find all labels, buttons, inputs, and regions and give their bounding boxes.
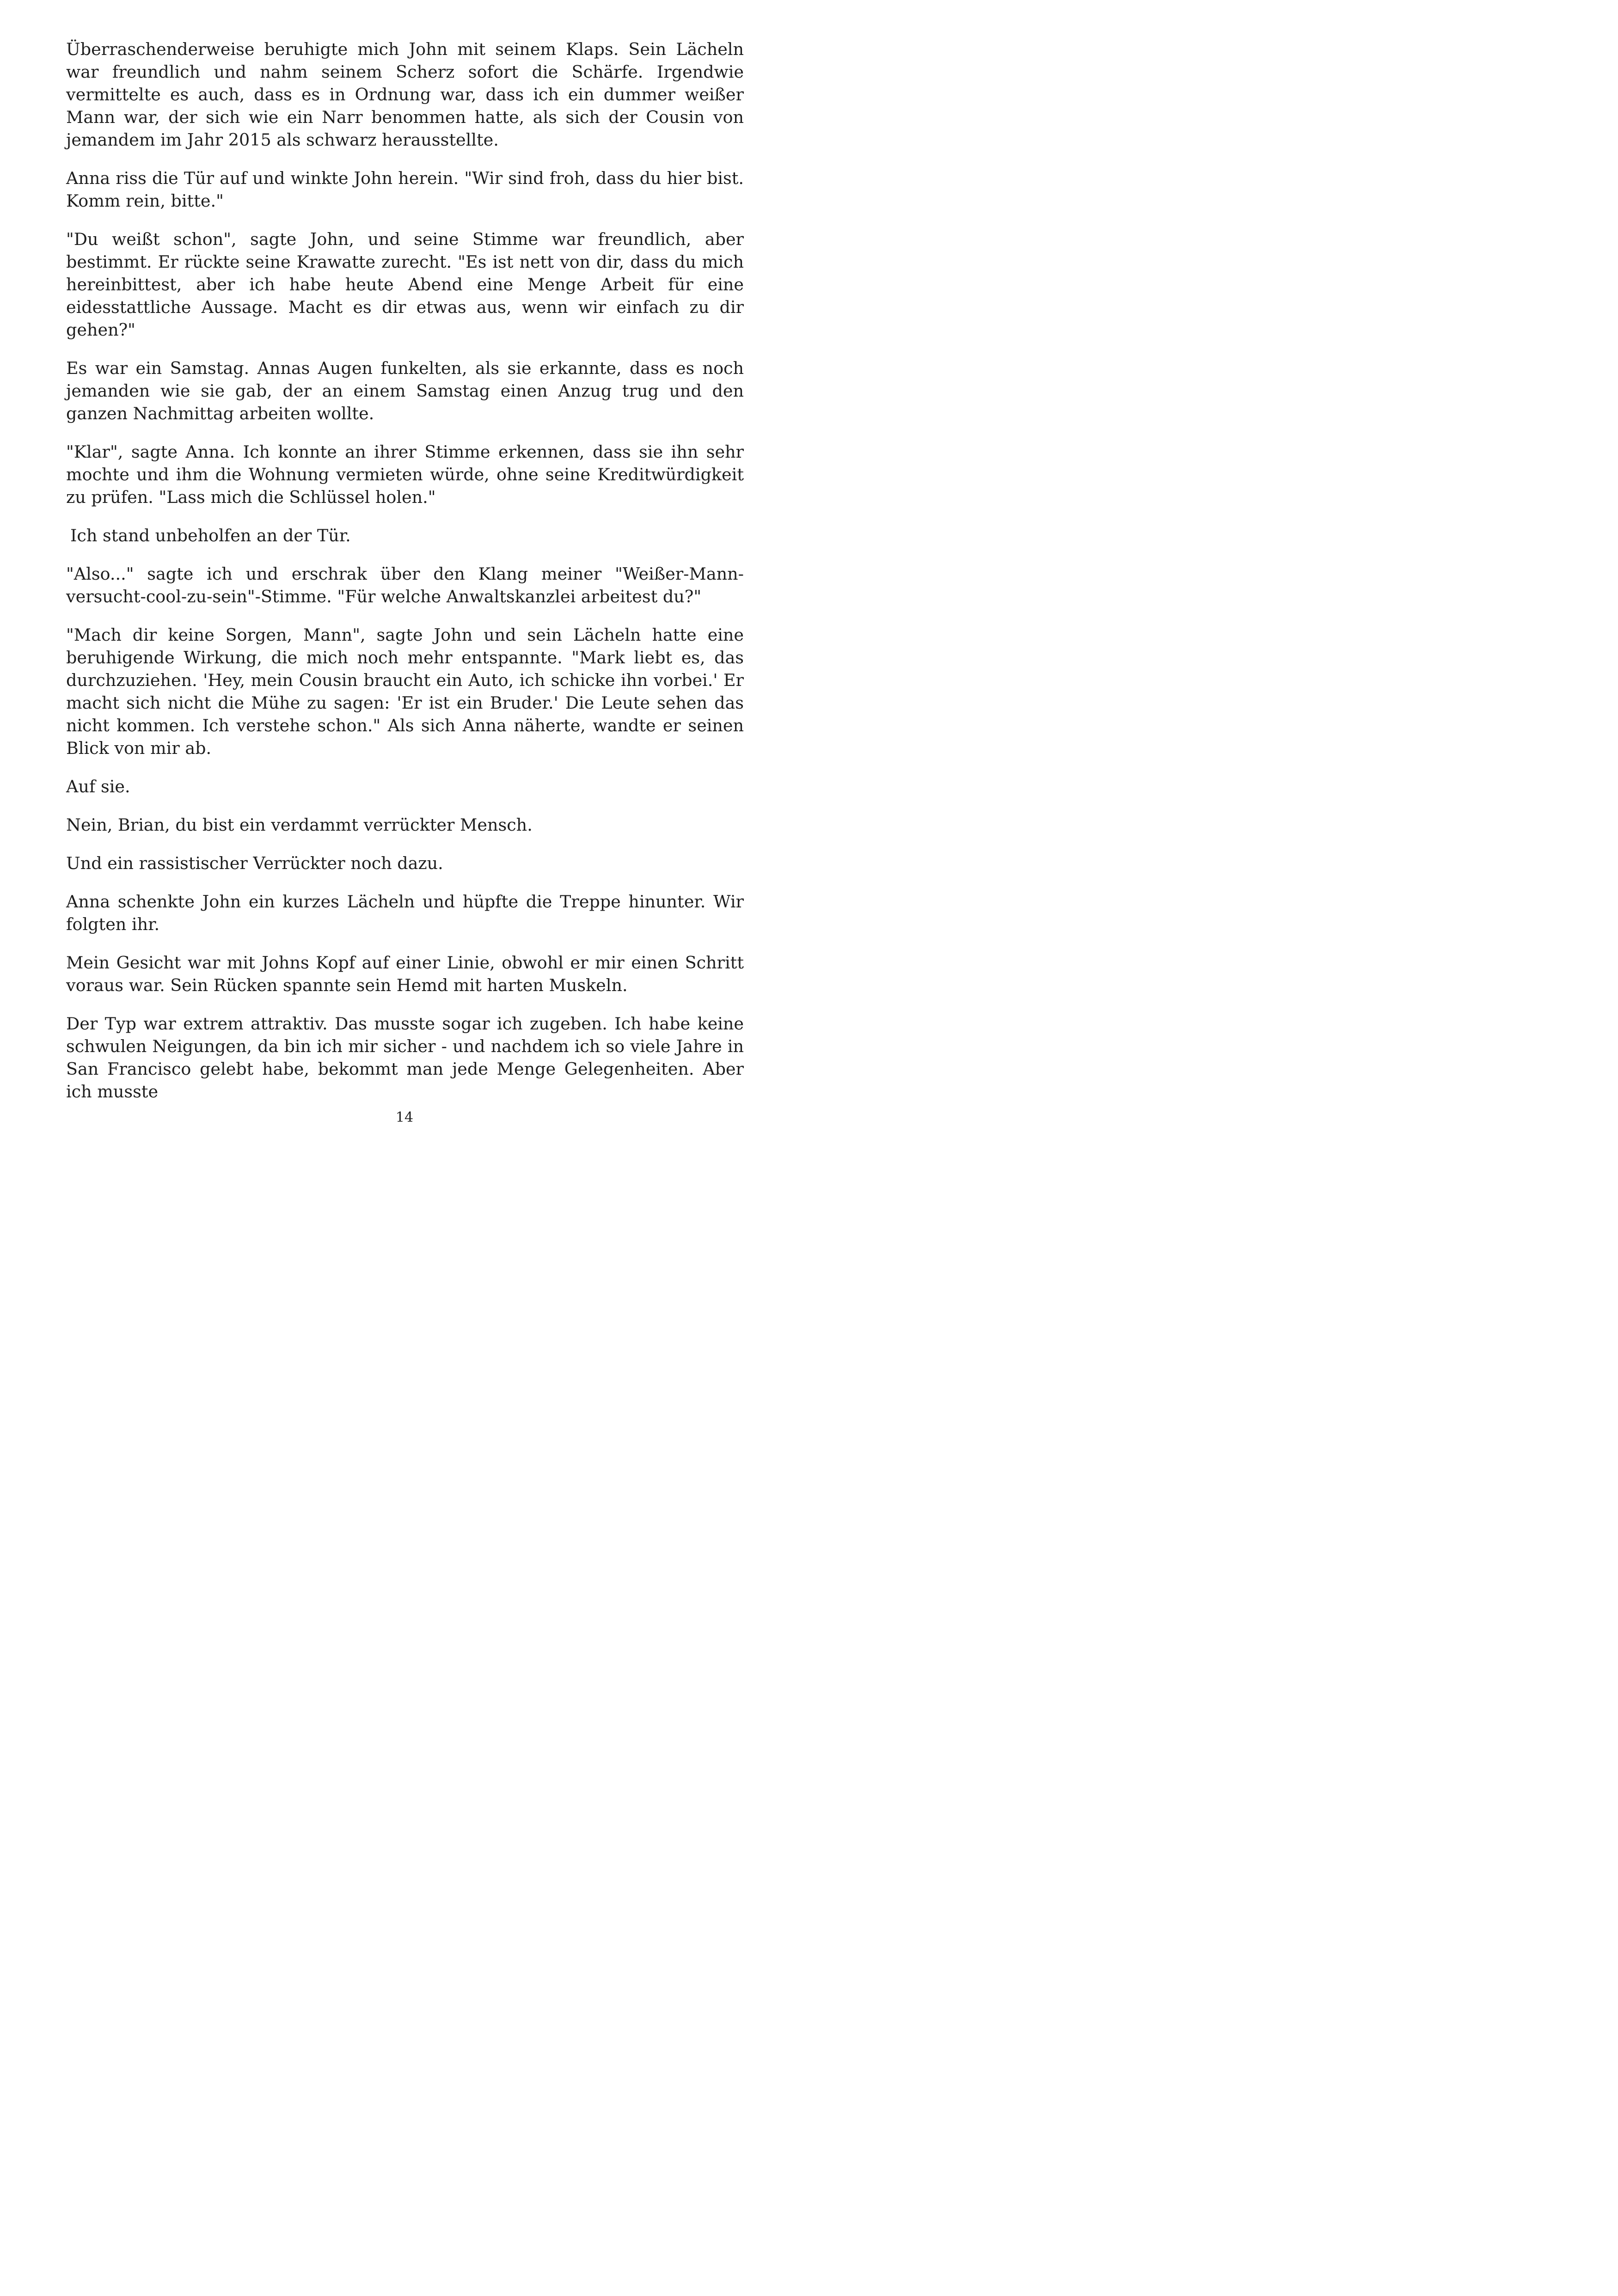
paragraph: Es war ein Samstag. Annas Augen funkelten, als sie erkannte, dass es noch jemanden wie sie gab, der an einem Samstag einen Anzug trug und den ganzen Nachmittag arbeiten wollte. — [66, 358, 744, 423]
paragraph: "Also..." sagte ich und erschrak über den Klang meiner "Weißer-Mann-versucht-cool-zu-sein"-Stimme. "Für welche Anwaltskanzlei arbeitest du?" — [66, 564, 744, 606]
paragraph: "Du weißt schon", sagte John, und seine Stimme war freundlich, aber bestimmt. Er rückte seine Krawatte zurecht. "Es ist nett von dir, dass du mich hereinbittest, aber ich habe heute Abend eine Menge Arbeit für eine eidesstattliche Aussage. Macht es dir etwas aus, wenn wir einfach zu dir gehen?" — [66, 229, 744, 340]
paragraph: Und ein rassistischer Verrückter noch dazu. — [66, 853, 443, 873]
paragraph: "Mach dir keine Sorgen, Mann", sagte John und sein Lächeln hatte eine beruhigende Wirkung, die mich noch mehr entspannte. "Mark liebt es, das durchzuziehen. 'Hey, mein Cousin braucht ein Auto, ich schicke ihn vorbei.' Er macht sich nicht die Mühe zu sagen: 'Er ist ein Bruder.' Die Leute sehen das nicht kommen. Ich verstehe schon." Als sich Anna näherte, wandte er seinen Blick von mir ab. — [66, 625, 744, 758]
body-text — [66, 38, 744, 1119]
paragraph: Anna schenkte John ein kurzes Lächeln und hüpfte die Treppe hinunter. Wir folgten ihr. — [66, 892, 744, 934]
paragraph: Mein Gesicht war mit Johns Kopf auf einer Linie, obwohl er mir einen Schritt voraus war. Sein Rücken spannte sein Hemd mit harten Muskeln. — [66, 953, 744, 995]
paragraph: Auf sie. — [66, 777, 130, 796]
paragraph: "Klar", sagte Anna. Ich konnte an ihrer Stimme erkennen, dass sie ihn sehr mochte und ihm die Wohnung vermieten würde, ohne seine Kreditwürdigkeit zu prüfen. "Lass mich die Schlüssel holen." — [66, 442, 744, 507]
paragraph: Der Typ war extrem attraktiv. Das musste sogar ich zugeben. Ich habe keine schwulen Neigungen, da bin ich mir sicher - und nachdem ich so viele Jahre in San Francisco gelebt habe, bekommt man jede Menge Gelegenheiten. Aber ich musste — [66, 1014, 744, 1102]
page-number: 14 — [395, 1109, 414, 1126]
paragraph: Überraschenderweise beruhigte mich John mit seinem Klaps. Sein Lächeln war freundlich und nahm seinem Scherz sofort die Schärfe. Irgendwie vermittelte es auch, dass es in Ordnung war, dass ich ein dummer weißer Mann war, der sich wie ein Narr benommen hatte, als sich der Cousin von jemandem im Jahr 2015 als schwarz herausstellte. — [66, 39, 744, 150]
paragraph: Nein, Brian, du bist ein verdammt verrückter Mensch. — [66, 815, 533, 835]
paragraph: Ich stand unbeholfen an der Tür. — [70, 526, 351, 545]
document-page — [0, 0, 809, 1148]
paragraph: Anna riss die Tür auf und winkte John herein. "Wir sind froh, dass du hier bist. Komm rein, bitte." — [66, 168, 744, 211]
